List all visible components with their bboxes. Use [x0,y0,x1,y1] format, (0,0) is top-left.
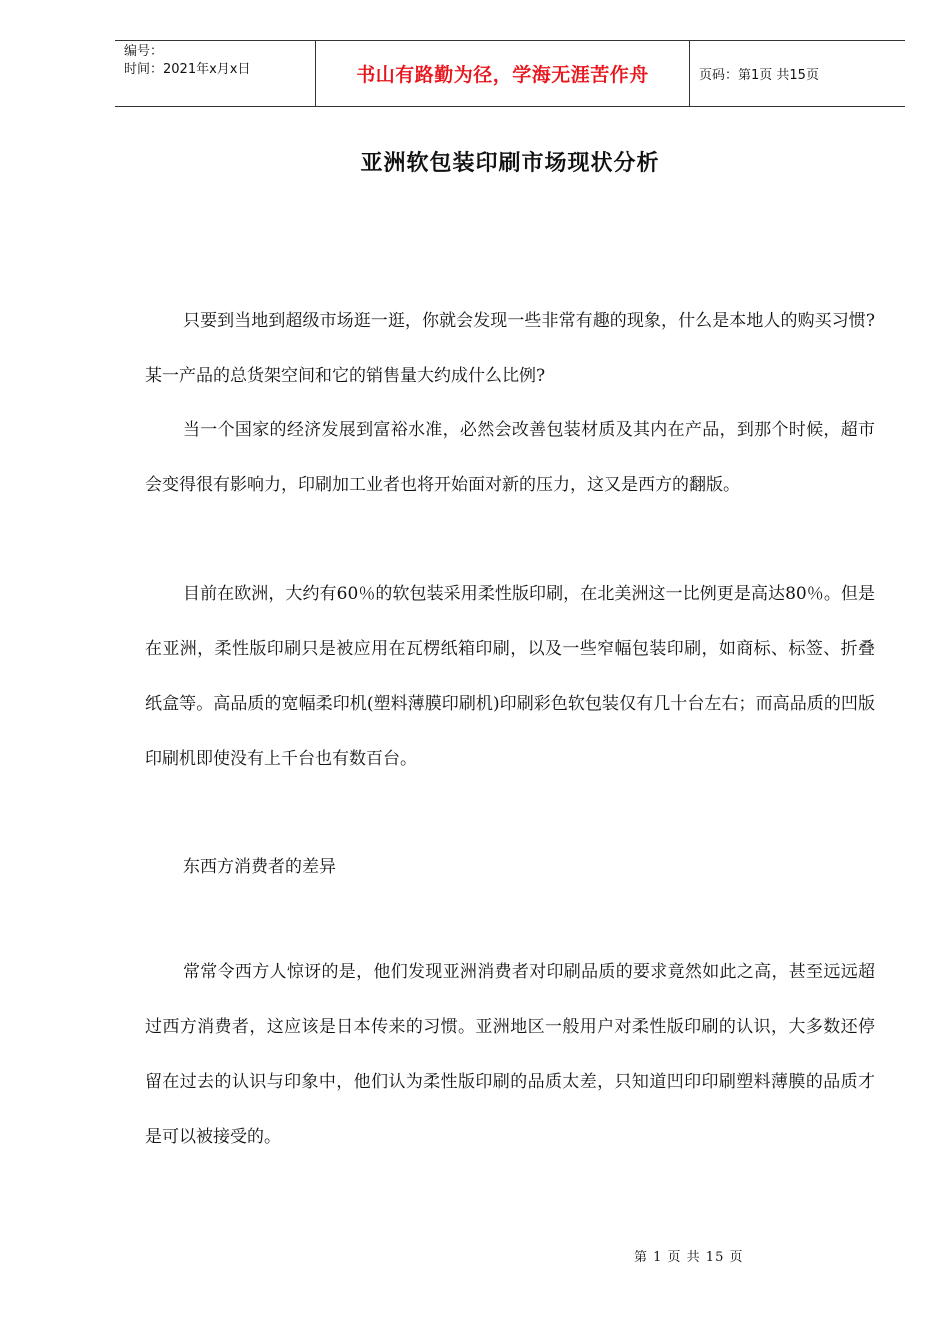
paragraph-4: 常常令西方人惊讶的是，他们发现亚洲消费者对印刷品质的要求竟然如此之高，甚至远远超过西方消费者，这应该是日本传来的习惯。亚洲地区一般用户对柔性版印刷的认识，大多数还停留在过去的认识与印象中，他们认为柔性版印刷的品质太差，只知道凹印印刷塑料薄膜的品质才是可以被接受的。 [145,962,875,1147]
document-title: 亚洲软包装印刷市场现状分析 [360,150,660,176]
header-meta-cell [115,41,316,106]
header-page-info: 页码：第1页 共15页 [699,68,819,83]
paragraph-2: 当一个国家的经济发展到富裕水准，必然会改善包装材质及其内在产品，到那个时候，超市会变得很有影响力，印刷加工业者也将开始面对新的压力，这又是西方的翻版。 [145,420,875,495]
paragraph-1: 只要到当地到超级市场逛一逛，你就会发现一些非常有趣的现象，什么是本地人的购买习惯?某一产品的总货架空间和它的销售量大约成什么比例? [145,311,875,386]
page-header [115,40,905,107]
date-label: 时间：2021年x月x日 [124,62,251,77]
page-footer: 第 1 页 共 15 页 [634,1250,744,1265]
section-heading: 东西方消费者的差异 [183,857,336,877]
serial-number-label: 编号： [124,44,164,59]
header-motto: 书山有路勤为径，学海无涯苦作舟 [316,41,690,106]
paragraph-3: 目前在欧洲，大约有60％的软包装采用柔性版印刷，在北美洲这一比例更是高达80％。但是在亚洲，柔性版印刷只是被应用在瓦楞纸箱印刷，以及一些窄幅包装印刷，如商标、标签、折叠纸盒等。高品质的宽幅柔印机(塑料薄膜印刷机)印刷彩色软包装仅有几十台左右；而高品质的凹版印刷机即使没有上千台也有数百台。 [145,584,875,769]
